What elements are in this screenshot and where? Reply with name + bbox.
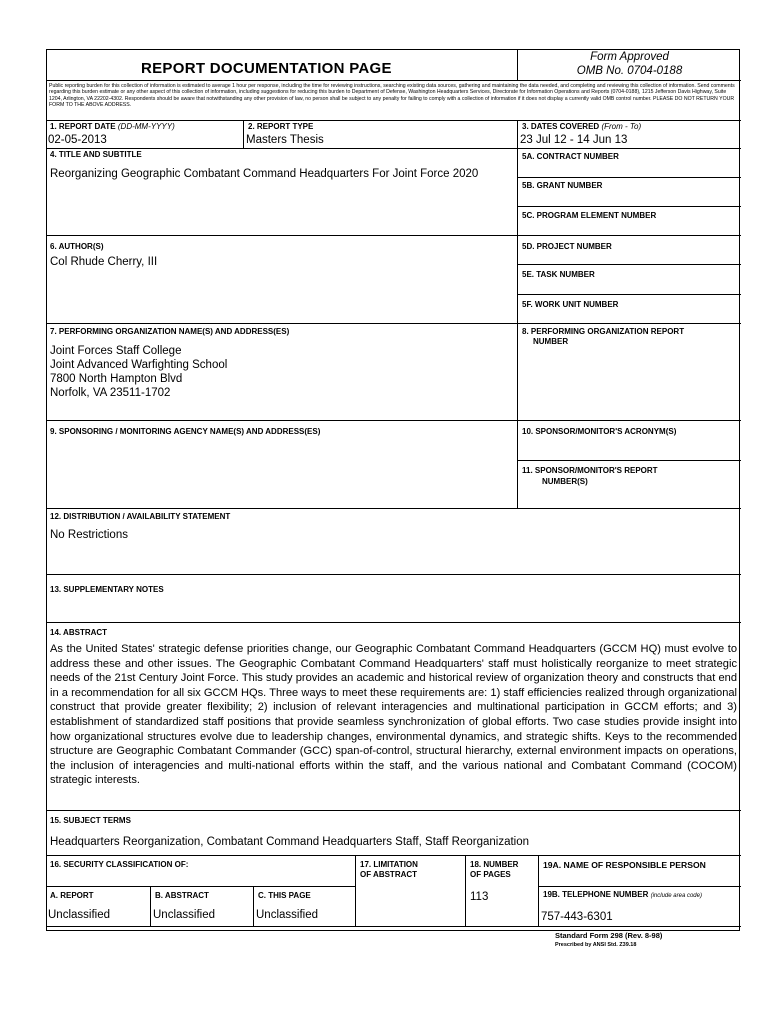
grant-number-label: 5B. GRANT NUMBER xyxy=(522,181,603,190)
task-number-cell xyxy=(517,264,741,295)
abstract-text: As the United States' strategic defense priorities change, our Geographic Combatant Command Headquarters (GCCM HQ) must evolve to address these and other issues. The Geographic Combatant Command Headquarters' staff must holistically reorganize to meet strategic needs of the 21st Century Joint Force. This study provides an academic and historical review of organization theory and constructs that end in a recommendation for all six GCCM HQs. Three ways to meet these requirements are: 1) staff efficiencies realized through organizational construct that provide greater flexibility; 2) inclusion of relevant interagencies and multinational participation in GCCM efforts; and 3) establishment of standardized staff positions that provide seamless synchronization of global efforts. Two case studies provide insight into how organizational structures evolve due to leadership changes, environmental dynamics, and strategic shifts. Keys to the recommended structure are Geographic Combatant Commander (GCC) span-of-control, structural hierarchy, external environment impacts on operations, the inclusion of interagencies and multi-national efforts within the staff, and the various national and Combatant Command (COCOM) strategic interests. xyxy=(50,643,737,787)
telephone-label: 19B. TELEPHONE NUMBER xyxy=(543,890,649,899)
page-class-cell xyxy=(253,886,356,927)
limitation-cell xyxy=(355,855,466,927)
dates-covered-cell xyxy=(517,120,741,149)
dates-covered-value: 23 Jul 12 - 14 Jun 13 xyxy=(520,134,628,146)
pages-label-2: OF PAGES xyxy=(470,870,511,879)
authors-cell xyxy=(46,235,518,324)
report-date-label: 1. REPORT DATE xyxy=(50,122,116,131)
subject-terms-label: 15. SUBJECT TERMS xyxy=(50,816,131,825)
telephone-hint: (include area code) xyxy=(650,893,702,899)
form-approved-cell xyxy=(517,49,741,81)
project-number-label: 5D. PROJECT NUMBER xyxy=(522,242,612,251)
title-cell xyxy=(46,148,518,236)
report-type-value: Masters Thesis xyxy=(246,134,324,146)
report-class-label: A. REPORT xyxy=(50,891,94,900)
performing-org-line: 7800 North Hampton Blvd xyxy=(50,373,183,385)
contract-number-cell xyxy=(517,148,741,178)
program-element-cell xyxy=(517,206,741,236)
telephone-value: 757-443-6301 xyxy=(541,911,613,923)
work-unit-cell xyxy=(517,294,741,324)
sponsor-report-label-2: NUMBER(S) xyxy=(542,477,588,486)
security-classification-label: 16. SECURITY CLASSIFICATION OF: xyxy=(50,860,189,869)
contract-number-label: 5A. CONTRACT NUMBER xyxy=(522,152,619,161)
sponsoring-cell xyxy=(46,420,518,509)
performing-org-label: 7. PERFORMING ORGANIZATION NAME(S) AND ADDRESS(ES) xyxy=(50,327,290,336)
omb-number: OMB No. 0704-0188 xyxy=(576,65,683,77)
abstract-class-cell xyxy=(150,886,254,927)
distribution-label: 12. DISTRIBUTION / AVAILABILITY STATEMENT xyxy=(50,512,231,521)
report-type-label: 2. REPORT TYPE xyxy=(248,122,314,131)
title-value: Reorganizing Geographic Combatant Command Headquarters For Joint Force 2020 xyxy=(50,168,479,180)
supplementary-cell xyxy=(46,574,741,623)
abstract-class-label: B. ABSTRACT xyxy=(155,891,209,900)
report-date-value: 02-05-2013 xyxy=(48,134,107,146)
standard-form-label: Standard Form 298 (Rev. 8-98) xyxy=(555,931,663,940)
report-documentation-form xyxy=(46,49,740,931)
pages-value: 113 xyxy=(470,891,489,903)
pages-label: 18. NUMBER xyxy=(470,860,519,869)
sponsoring-label: 9. SPONSORING / MONITORING AGENCY NAME(S) AND ADDRESS(ES) xyxy=(50,427,321,436)
performing-report-cell xyxy=(517,323,741,421)
program-element-label: 5C. PROGRAM ELEMENT NUMBER xyxy=(522,211,657,220)
subject-terms-value: Headquarters Reorganization, Combatant Command Headquarters Staff, Staff Reorganization xyxy=(50,836,530,848)
form-approved-label: Form Approved xyxy=(590,51,669,63)
abstract-label: 14. ABSTRACT xyxy=(50,628,108,637)
task-number-label: 5E. TASK NUMBER xyxy=(522,270,595,279)
subject-terms-cell xyxy=(46,810,741,856)
report-type-cell xyxy=(243,120,518,149)
responsible-person-cell xyxy=(538,855,741,887)
performing-report-label: 8. PERFORMING ORGANIZATION REPORT xyxy=(522,327,685,336)
performing-org-cell xyxy=(46,323,518,421)
header-title-cell xyxy=(46,49,517,81)
sponsor-report-label: 11. SPONSOR/MONITOR'S REPORT xyxy=(522,466,658,475)
report-date-cell xyxy=(46,120,244,149)
work-unit-label: 5F. WORK UNIT NUMBER xyxy=(522,300,619,309)
responsible-person-label: 19A. NAME OF RESPONSIBLE PERSON xyxy=(543,860,706,870)
report-date-hint: (DD-MM-YYYY) xyxy=(117,122,175,131)
dates-covered-label: 3. DATES COVERED xyxy=(522,122,600,131)
author-value: Col Rhude Cherry, III xyxy=(50,256,158,268)
performing-org-line: Norfolk, VA 23511-1702 xyxy=(50,387,171,399)
dates-covered-hint: (From - To) xyxy=(601,122,642,131)
telephone-cell xyxy=(538,886,741,927)
title-label: 4. TITLE AND SUBTITLE xyxy=(50,150,142,159)
prescribed-label: Prescribed by ANSI Std. Z39.18 xyxy=(555,942,637,948)
distribution-cell xyxy=(46,508,741,575)
report-class-cell xyxy=(46,886,151,927)
page-class-label: C. THIS PAGE xyxy=(258,891,311,900)
sponsor-acronym-cell xyxy=(517,420,741,461)
project-number-cell xyxy=(517,235,741,265)
report-class-value: Unclassified xyxy=(48,909,110,921)
supplementary-label: 13. SUPPLEMENTARY NOTES xyxy=(50,585,164,594)
abstract-class-value: Unclassified xyxy=(153,909,215,921)
sponsor-acronym-label: 10. SPONSOR/MONITOR'S ACRONYM(S) xyxy=(522,427,677,436)
limitation-label-2: OF ABSTRACT xyxy=(360,870,418,879)
burden-notice: Public reporting burden for this collection of information is estimated to average 1 hour per response, including the time for reviewing instructions, searching existing data sources, gathering and maintaining the data needed, and completing and reviewing this collection of information. Send comments regarding this burden estimate or any other aspect of this collection of information, including suggestions for reducing this burden to Department of Defense, Washington Headquarters Services, Directorate for Information Operations and Reports (0704-0188), 1215 Jefferson Davis Highway, Suite 1204, Arlington, VA 22202-4302. Respondents should be aware that notwithstanding any other provision of law, no person shall be subject to any penalty for failing to comply with a collection of information if it does not display a currently valid OMB control number. PLEASE DO NOT RETURN YOUR FORM TO THE ABOVE ADDRESS. xyxy=(49,83,735,109)
sponsor-report-cell xyxy=(517,460,741,509)
burden-notice-cell xyxy=(46,80,741,121)
security-classification-cell xyxy=(46,855,356,887)
performing-org-line: Joint Forces Staff College xyxy=(50,345,182,357)
page-title: REPORT DOCUMENTATION PAGE xyxy=(141,60,392,77)
abstract-cell xyxy=(46,622,741,811)
performing-org-line: Joint Advanced Warfighting School xyxy=(50,359,228,371)
distribution-value: No Restrictions xyxy=(50,529,128,541)
limitation-label: 17. LIMITATION xyxy=(360,860,418,869)
performing-report-label-2: NUMBER xyxy=(533,337,569,346)
authors-label: 6. AUTHOR(S) xyxy=(50,242,104,251)
page-class-value: Unclassified xyxy=(256,909,318,921)
grant-number-cell xyxy=(517,177,741,207)
pages-cell xyxy=(465,855,539,927)
